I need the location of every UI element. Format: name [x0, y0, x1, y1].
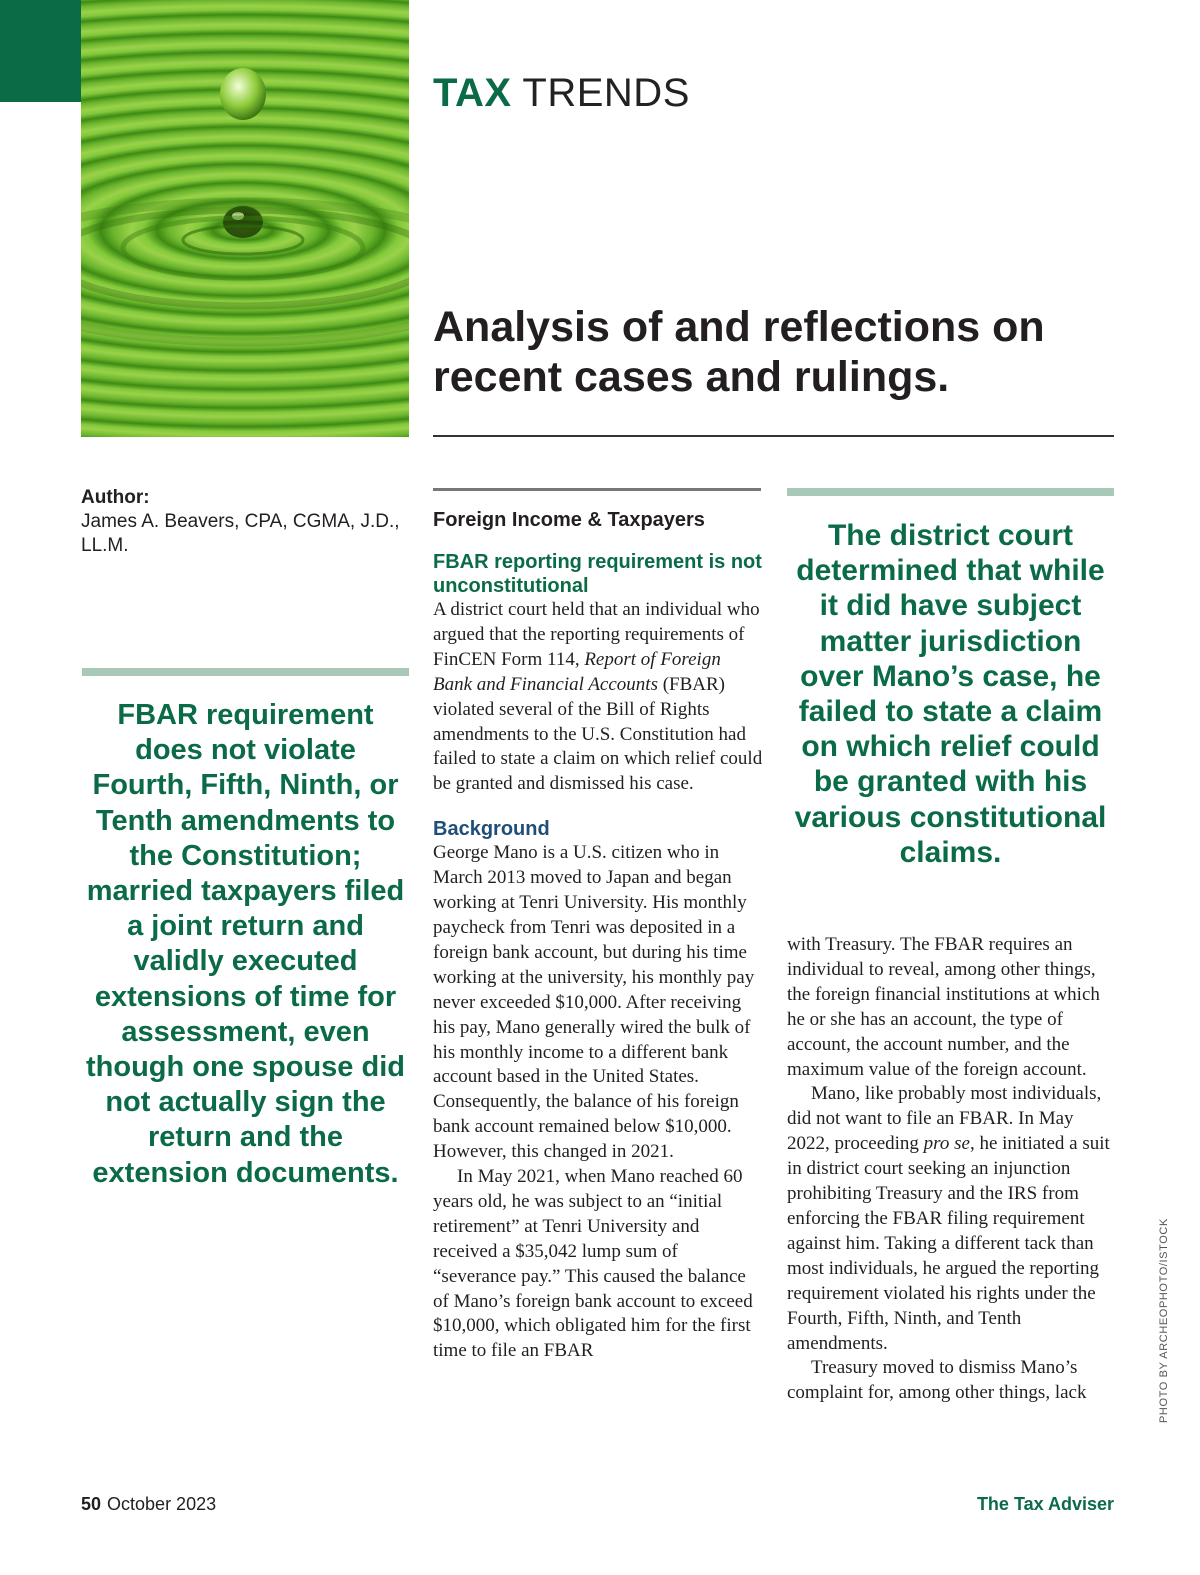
right-paragraph-3: Treasury moved to dismiss Mano’s complaint for, among other things, lack	[787, 1357, 1087, 1404]
pullquote-left-bar	[82, 668, 409, 676]
article-column-middle	[433, 506, 763, 1364]
page-headline: Analysis of and reflections on recent cases and rulings.	[433, 303, 1045, 401]
section-title-bold: TAX	[433, 71, 512, 115]
author-label: Author:	[81, 487, 150, 508]
pro-se-italic: pro se	[923, 1133, 970, 1155]
topic-heading: Foreign Income & Taxpayers	[433, 509, 705, 531]
author-block	[81, 486, 401, 558]
pullquote-right: The district court determined that while it did have subject matter jurisdiction over Mano’s case, he failed to state a claim on which relief could be granted with his various constitutional claims.	[794, 519, 1107, 869]
right-paragraph-1: with Treasury. The FBAR requires an individual to reveal, among other things, the foreign financial institutions at which he or she has an account, the type of account, the account number, and the maximum value of the foreign account.	[787, 934, 1100, 1080]
water-droplet-photo	[81, 0, 409, 437]
falling-droplet	[220, 68, 266, 120]
article-subhead: FBAR reporting requirement is not unconstitutional	[433, 551, 762, 597]
intro-paragraph: A district court held that an individual who argued that the reporting requirements of FinCEN Form 114, Report of Foreign Bank and Financial Accounts (FBAR) violated several of the Bill of Rights amendments to the U.S. Constitution had failed to state a claim on which relief could be granted and dismissed his case.	[433, 599, 763, 795]
section-title	[433, 70, 690, 116]
corner-color-block	[0, 0, 81, 102]
form-title-italic: Report of Foreign Bank and Financial Accounts	[433, 648, 721, 695]
author-name: James A. Beavers, CPA, CGMA, J.D., LL.M.	[81, 511, 400, 556]
publication-name: The Tax Adviser	[976, 1494, 1114, 1514]
section-title-light: TRENDS	[511, 71, 690, 115]
page-number: 50	[81, 1494, 102, 1514]
right-paragraph-2: Mano, like probably most individuals, did not want to file an FBAR. In May 2022, proceeding pro se, he initiated a suit in district court seeking an injunction prohibiting Treasury and the IRS from enforcing the FBAR filing requirement against him. Taking a different tack than most individuals, he argued the reporting requirement violated his rights under the Fourth, Fifth, Ninth, and Tenth amendments.	[787, 1083, 1110, 1354]
article-column-right	[787, 933, 1117, 1406]
article-top-rule	[433, 488, 761, 491]
background-paragraph-1: George Mano is a U.S. citizen who in March 2013 moved to Japan and began working at Tenri University. His monthly paycheck from Tenri was deposited in a foreign bank account, but during his time working at the university, his monthly pay never exceeded $10,000. After receiving his pay, Mano generally wired the bulk of his monthly income to a different bank account based in the United States. Consequently, the balance of his foreign bank account remained below $10,000. However, this changed in 2021.	[433, 842, 755, 1163]
pullquote-left: FBAR requirement does not violate Fourth, Fifth, Ninth, or Tenth amendments to the Constitution; married taxpayers filed a joint return and validly executed extensions of time for assessment, even though one spouse did not actually sign the return and the extension documents.	[86, 699, 405, 1189]
droplet-illustration	[81, 0, 409, 437]
headline-divider	[433, 435, 1114, 437]
background-paragraph-2: In May 2021, when Mano reached 60 years old, he was subject to an “initial retirement” at Tenri University and received a $35,042 lump sum of “severance pay.” This caused the balance of Mano’s foreign bank account to exceed $10,000, which obligated him for the first time to file an FBAR	[433, 1166, 753, 1362]
background-heading: Background	[433, 818, 550, 841]
footer-folio	[81, 1493, 216, 1515]
issue-date: October 2023	[107, 1494, 217, 1514]
photo-credit: PHOTO BY ARCHEOPHOTO/ISTOCK	[1158, 1218, 1170, 1423]
pullquote-right-bar	[787, 488, 1114, 496]
